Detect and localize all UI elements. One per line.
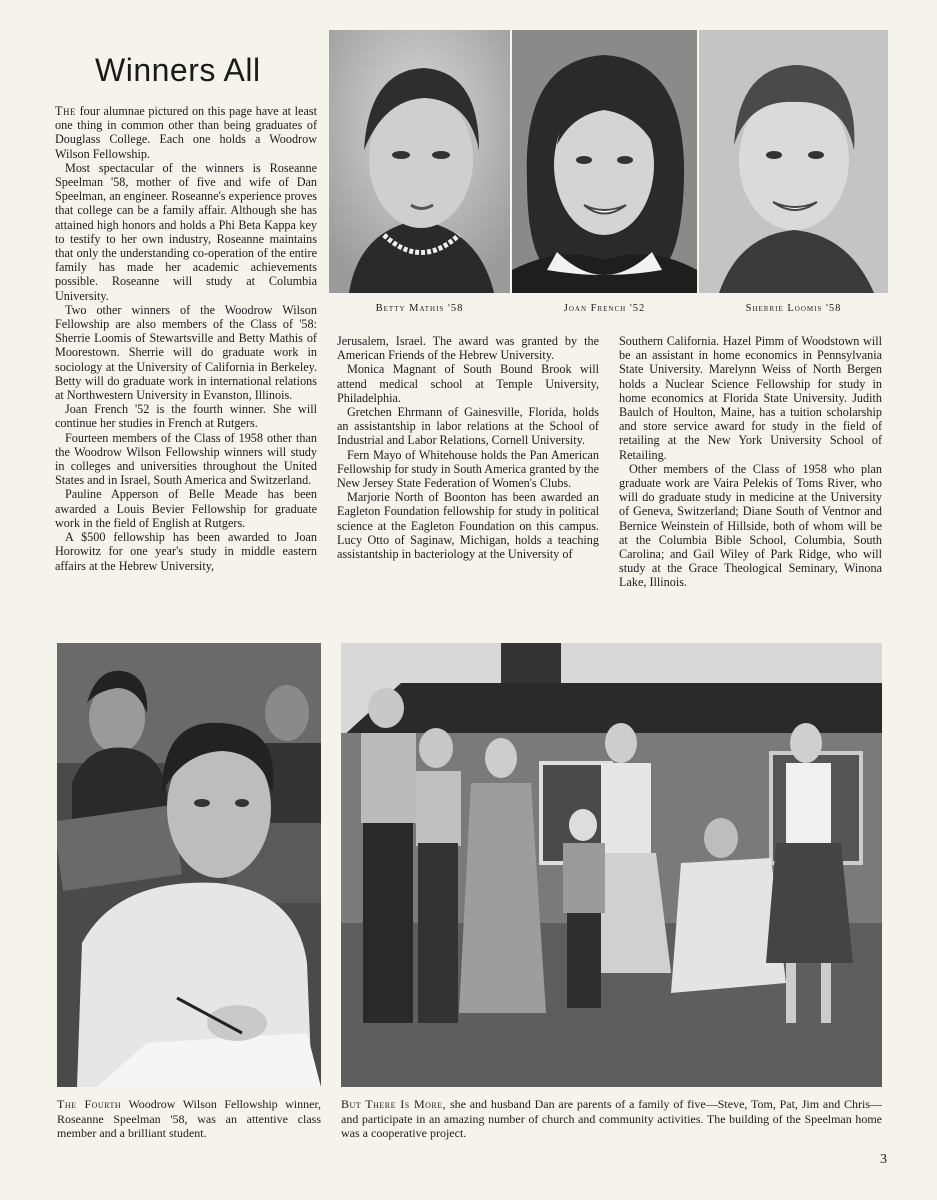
paragraph: Jerusalem, Israel. The award was granted by the American Friends of the Hebrew University. [337,334,599,363]
article-column-3 [619,334,882,590]
family-photo-caption: But There Is More, she and husband Dan are parents of a family of five—Steve, Tom, Pat, Jim and Chris—and participate in an amazing number of church and community activities. The building of the Speelman home was a cooperative project. [341,1097,882,1140]
page-number: 3 [880,1152,887,1167]
portrait-photo-betty-mathis [329,30,510,293]
paragraph: Monica Magnant of South Bound Brook will attend medical school at Temple University, Philadelphia. [337,362,599,405]
paragraph: Fourteen members of the Class of 1958 other than the Woodrow Wilson Fellowship winners will study in colleges and universities throughout the United States and in Israel, South America and Switzerland. [55,430,317,488]
paragraph: Gretchen Ehrmann of Gainesville, Florida, holds an assistantship in labor relations at the School of Industrial and Labor Relations, Cornell University. [337,405,599,448]
family-photo [341,643,882,1087]
portrait-caption: Betty Mathis '58 [375,303,464,314]
paragraph: Joan French '52 is the fourth winner. She will continue her studies in French at Rutgers. [55,402,317,431]
portrait-photo-joan-french [512,30,697,293]
paragraph: Pauline Apperson of Belle Meade has been awarded a Louis Bevier Fellowship for graduate work in the field of English at Rutgers. [55,487,317,530]
paragraph: Fern Mayo of Whitehouse holds the Pan American Fellowship for study in South America granted by the New Jersey State Federation of Women's Clubs. [337,447,599,491]
portrait-photo-sherrie-loomis [699,30,888,293]
paragraph: The four alumnae pictured on this page have at least one thing in common other than being graduates of Douglass College. Each one holds a Woodrow Wilson Fellowship. [55,104,317,161]
paragraph: Two other winners of the Woodrow Wilson Fellowship are also members of the Class of '58: Sherrie Loomis of Stewartsville and Betty Mathis of Moorestown. Sherrie will do graduate work in sociology at the University of California in Berkeley. Betty will do graduate work in international relations at Northwestern University in Evanston, Illinois. [55,302,317,403]
paragraph: Other members of the Class of 1958 who plan graduate work are Vaira Pelekis of Toms River, who will do graduate study in medicine at the University of Geneva, Switzerland; Diane South of Ventnor and Bernice Weinstein of Hillside, both of whom will be at the Columbia Bible School, Columbia, South Carolina; and Gail Wiley of Park Ridge, who will study at the Grace Theological Seminary, Winona Lake, Illinois. [619,461,882,590]
classroom-photo-caption: The Fourth Woodrow Wilson Fellowship winner, Roseanne Speelman '58, was an attentive class member and a brilliant student. [57,1097,321,1140]
portrait-caption: Sherrie Loomis '58 [745,303,842,314]
article-title: Winners All [95,52,261,88]
paragraph: Marjorie North of Boonton has been awarded an Eagleton Foundation fellowship for study in political science at the Eagleton Foundation on this campus. Lucy Otto of Saginaw, Michigan, holds a teaching assistantship in bacteriology at the University of [337,490,599,562]
paragraph: A $500 fellowship has been awarded to Joan Horowitz for one year's study in middle eastern affairs at the Hebrew University, [55,530,317,573]
paragraph: Most spectacular of the winners is Roseanne Speelman '58, mother of five and wife of Dan Speelman, an engineer. Roseanne's experience proves that college can be a family affair. Although she has attained high honors and holds a Phi Beta Kappa key to testify to her own industry, Roseanne maintains that only the understanding co-operation of the entire family has made her academic achievements possible. Roseanne will study at Columbia University. [55,160,317,303]
paragraph: Southern California. Hazel Pimm of Woodstown will be an assistant in home economics in Pennsylvania State University. Marelynn Weiss of North Bergen holds a Nuclear Science Fellowship for study in home economics at Florida State University. Judith Baulch of Houlton, Maine, has a tuition scholarship and store service award for study in the field of retailing at the New York University School of Retailing. [619,334,882,462]
portrait-caption: Joan French '52 [563,303,646,314]
article-column-2 [337,334,599,561]
article-column-1 [55,104,317,573]
classroom-photo [57,643,321,1087]
